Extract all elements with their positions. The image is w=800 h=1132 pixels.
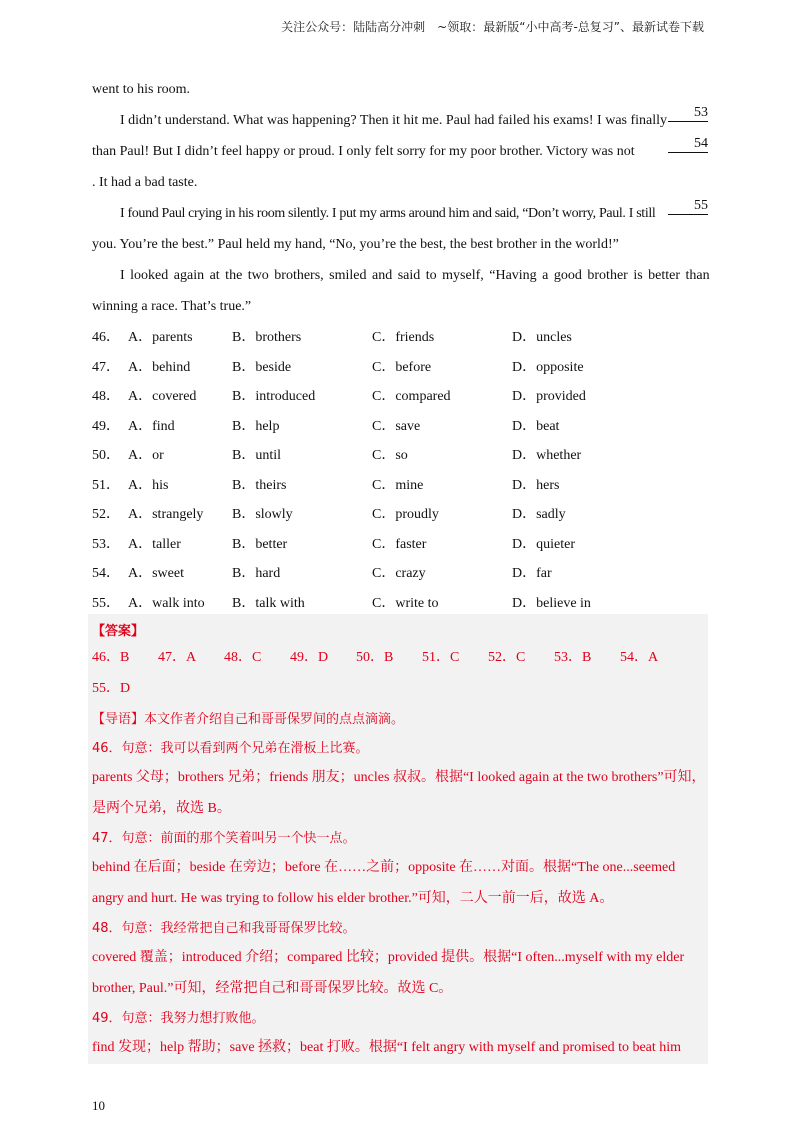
answer-section bbox=[88, 614, 708, 1064]
question-row: 54． A．sweet B．hard C．crazy D．far bbox=[92, 566, 552, 581]
page-header: 关注公众号：陆陆高分冲刺 ~领取：最新版“小中高考-总复习”、最新试卷下载 bbox=[281, 20, 704, 34]
passage-line: I found Paul crying in his room silently. I put my arms around him and said, “Don’t worry, Paul. I still 55 bbox=[120, 198, 708, 221]
question-row: 50． A．or B．until C．so D．whether bbox=[92, 448, 582, 463]
passage-line: winning a race. That’s true.” bbox=[92, 299, 252, 314]
explanation-text: parents 父母；brothers 兄弟；friends 朋友；uncles 叔叔。根据“I looked again at the two brothers”可知， bbox=[92, 770, 706, 785]
passage-line: you. You’re the best.” Paul held my hand, “No, you’re the best, the best brother in the world!” bbox=[92, 237, 619, 252]
blank-53: 53 bbox=[668, 105, 708, 122]
question-list bbox=[92, 323, 708, 618]
explanation-text: 是两个兄弟，故选 B。 bbox=[92, 801, 231, 816]
passage-line: I didn’t understand. What was happening? Then it hit me. Paul had failed his exams! I was finally 53 bbox=[120, 105, 708, 128]
question-row: 46． A．parents B．brothers C．friends D．uncles bbox=[92, 330, 572, 345]
question-row: 51． A．his B．theirs C．mine D．hers bbox=[92, 477, 560, 493]
explanation-title: 46．句意：我可以看到两个兄弟在滑板上比赛。 bbox=[92, 741, 369, 756]
passage bbox=[92, 74, 708, 618]
passage-line: . It had a bad taste. bbox=[92, 175, 198, 190]
explanation-text: angry and hurt. He was trying to follow his elder brother.”可知，二人一前一后，故选 A。 bbox=[92, 891, 614, 906]
passage-line: I looked again at the two brothers, smiled and said to myself, “Having a good brother is better than bbox=[120, 268, 710, 283]
page-number: 10 bbox=[92, 1098, 105, 1113]
question-row: 48． A．covered B．introduced C．compared D．provided bbox=[92, 389, 586, 404]
passage-line: than Paul! But I didn’t feel happy or proud. I only felt sorry for my poor brother. Victory was not 54 bbox=[92, 136, 708, 159]
question-row: 49． A．find B．help C．save D．beat bbox=[92, 418, 560, 434]
guide-text: 【导语】本文作者介绍自己和哥哥保罗间的点点滴滴。 bbox=[92, 712, 405, 727]
explanation-text: behind 在后面；beside 在旁边；before 在……之前；opposite 在……对面。根据“The one...seemed bbox=[92, 860, 676, 875]
answer-key: 46．B 47．A 48．C 49．D 50．B 51．C 52．C 53．B 54．A bbox=[92, 650, 659, 665]
blank-54: 54 bbox=[668, 136, 708, 153]
answer-title: 【答案】 bbox=[92, 624, 145, 639]
explanation-title: 48．句意：我经常把自己和我哥哥保罗比较。 bbox=[92, 921, 356, 936]
question-row: 55． A．walk into B．talk with C．write to D．believe in bbox=[92, 595, 591, 611]
explanation-title: 47．句意：前面的那个笑着叫另一个快一点。 bbox=[92, 831, 356, 846]
explanation-title: 49．句意：我努力想打败他。 bbox=[92, 1011, 265, 1026]
explanation-text: covered 覆盖；introduced 介绍；compared 比较；provided 提供。根据“I often...myself with my elder bbox=[92, 950, 685, 965]
explanation-text: brother, Paul.”可知，经常把自己和哥哥保罗比较。故选 C。 bbox=[92, 981, 453, 996]
explanation-text: find 发现；help 帮助；save 拯救；beat 打败。根据“I felt angry with myself and promised to beat him bbox=[92, 1040, 682, 1055]
answer-key-last: 55．D bbox=[92, 681, 131, 696]
question-row: 47． A．behind B．beside C．before D．opposite bbox=[92, 359, 584, 375]
question-row: 53． A．taller B．better C．faster D．quieter bbox=[92, 536, 575, 552]
blank-55: 55 bbox=[668, 198, 708, 215]
passage-line: went to his room. bbox=[92, 82, 190, 97]
question-row: 52． A．strangely B．slowly C．proudly D．sadly bbox=[92, 507, 566, 522]
